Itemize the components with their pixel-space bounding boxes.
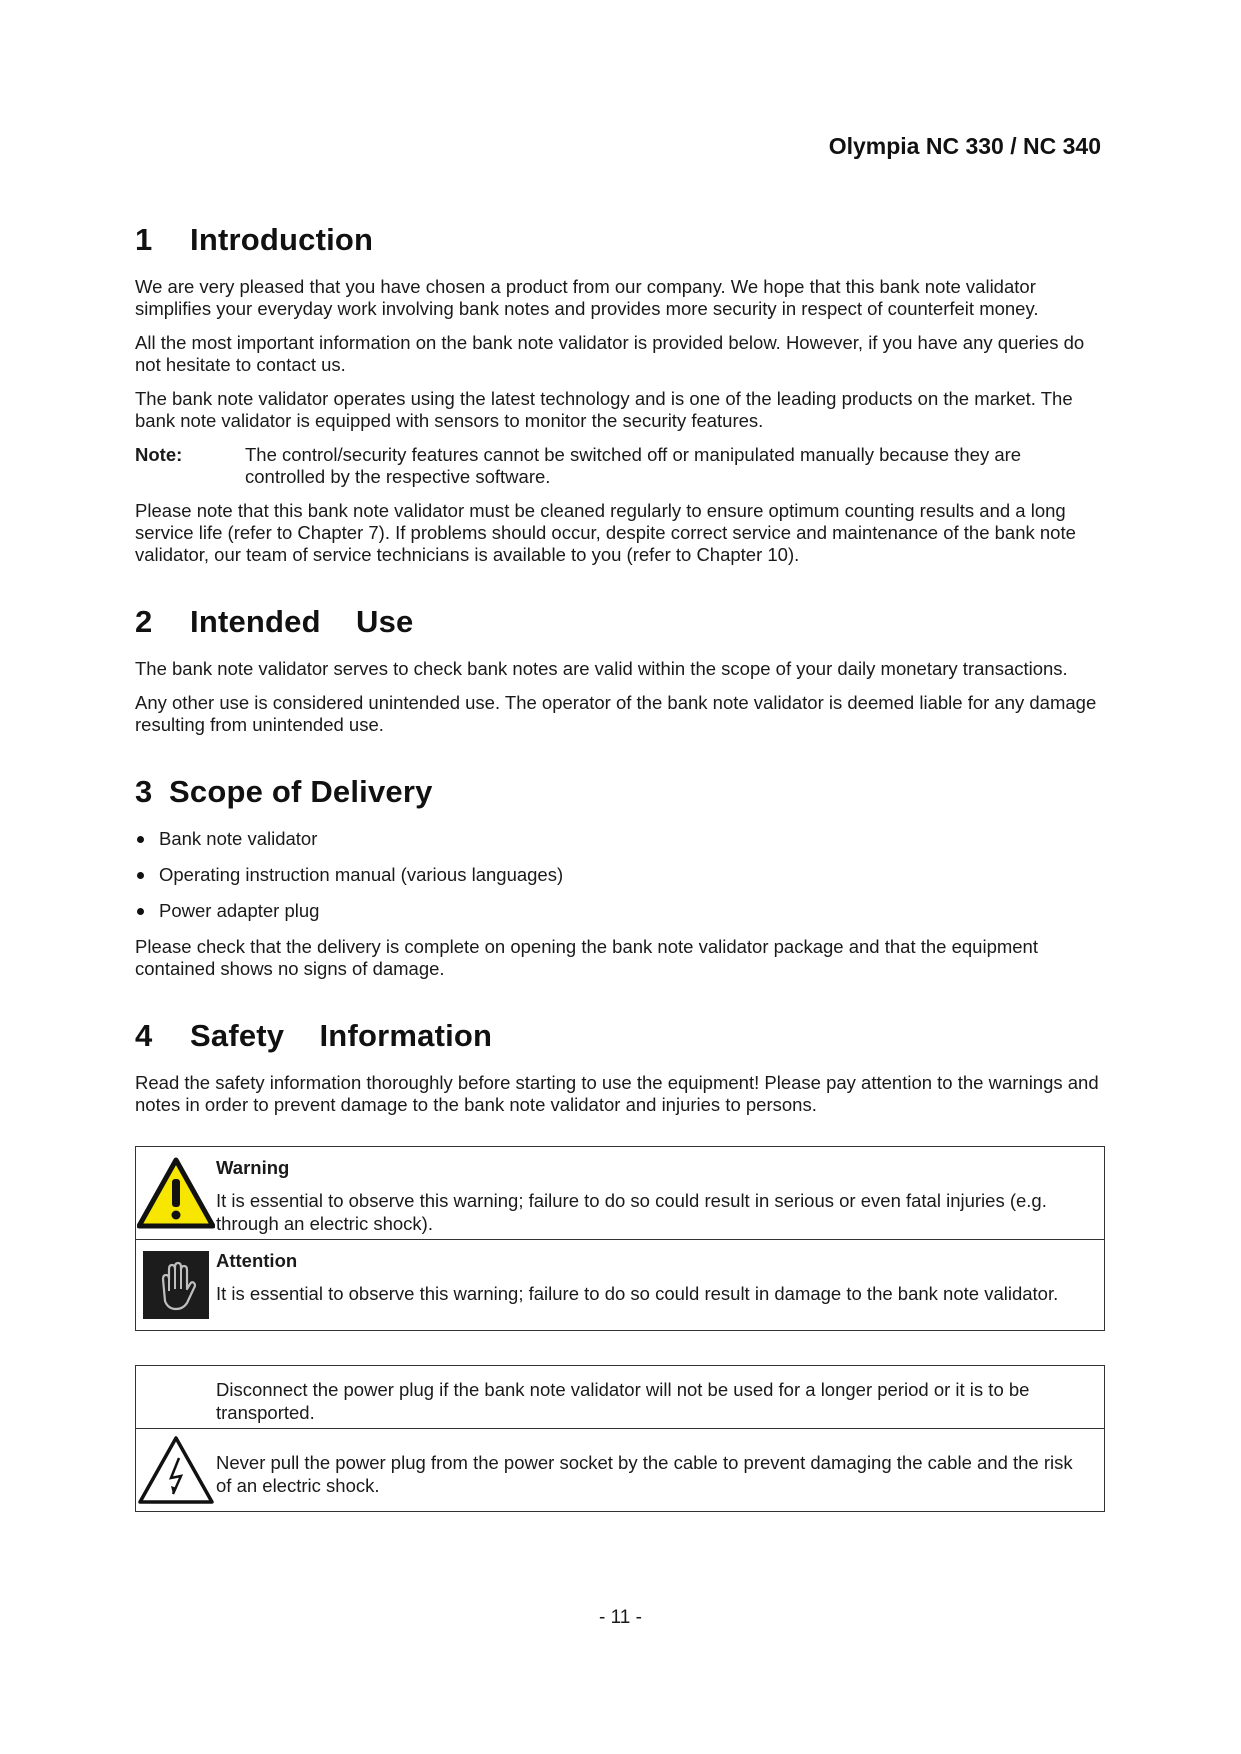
legend-title: Attention xyxy=(216,1250,298,1271)
electric-shock-icon xyxy=(136,1429,216,1511)
legend-text: It is essential to observe this warning; failure to do so could result in serious or even fatal injuries (e.g. through an electric shock). xyxy=(216,1190,1047,1234)
section-title: Scope of Delivery xyxy=(169,774,433,809)
paragraph: Any other use is considered unintended use. The operator of the bank note validator is deemed liable for any damage resulting from unintended use. xyxy=(135,692,1097,735)
list-item: Bank note validator xyxy=(135,828,1105,850)
note-label: Note: xyxy=(135,444,183,465)
section-number: 4 xyxy=(135,1018,153,1053)
note-text: The control/security features cannot be switched off or manipulated manually because they are controlled by the respective software. xyxy=(245,444,1022,487)
list-item: Operating instruction manual (various languages) xyxy=(135,864,1105,886)
paragraph: The bank note validator operates using the latest technology and is one of the leading products on the market. The bank note validator is equipped with sensors to monitor the security features. xyxy=(135,388,1073,431)
page-number: - 11 - xyxy=(599,1607,642,1628)
stop-hand-icon xyxy=(136,1240,216,1330)
paragraph: The bank note validator serves to check bank notes are valid within the scope of your daily monetary transactions. xyxy=(135,658,1068,679)
paragraph: Read the safety information thoroughly before starting to use the equipment! Please pay attention to the warnings and notes in order to prevent damage to the bank note validator and injuries to persons. xyxy=(135,1072,1099,1115)
note xyxy=(135,444,1105,488)
legend-title: Warning xyxy=(216,1157,290,1178)
section-number: 3 xyxy=(135,774,153,809)
legend-row-attention xyxy=(136,1240,1104,1330)
paragraph: We are very pleased that you have chosen a product from our company. We hope that this bank note validator simplifies your everyday work involving bank notes and provides more security in respect of counterfeit money. xyxy=(135,276,1039,319)
section-title: Intended Use xyxy=(190,604,414,639)
list-item: Power adapter plug xyxy=(135,900,1105,922)
safety-row xyxy=(136,1366,1104,1429)
legend-body xyxy=(216,1147,1104,1239)
section-number: 2 xyxy=(135,604,153,639)
safety-text: Disconnect the power plug if the bank note validator will not be used for a longer period or it is to be transported. xyxy=(216,1379,1030,1423)
section-safety-information xyxy=(135,1018,1105,1116)
safety-text: Never pull the power plug from the power socket by the cable to prevent damaging the cable and the risk of an electric shock. xyxy=(216,1452,1073,1496)
safety-body xyxy=(216,1429,1104,1511)
content xyxy=(135,222,1105,1512)
legend-body xyxy=(216,1240,1104,1330)
paragraph: Please note that this bank note validator must be cleaned regularly to ensure optimum counting results and a long service life (refer to Chapter 7). If problems should occur, despite correct service and maintenance of the bank note validator, our team of service technicians is available to you (refer to Chapter 10). xyxy=(135,500,1076,565)
electrical-safety-box xyxy=(135,1365,1105,1512)
section-number: 1 xyxy=(135,222,153,257)
warning-triangle-icon xyxy=(136,1147,216,1239)
symbol-legend-box xyxy=(135,1146,1105,1331)
delivery-list xyxy=(135,828,1105,922)
section-introduction xyxy=(135,222,1105,566)
section-heading xyxy=(135,604,1105,640)
section-title: Introduction xyxy=(190,222,374,257)
section-heading xyxy=(135,774,1105,810)
section-heading xyxy=(135,1018,1105,1054)
paragraph: All the most important information on the bank note validator is provided below. However, if you have any queries do not hesitate to contact us. xyxy=(135,332,1085,375)
section-scope-of-delivery xyxy=(135,774,1105,980)
blank-icon-cell xyxy=(136,1366,216,1428)
paragraph: Please check that the delivery is complete on opening the bank note validator package and that the equipment contained shows no signs of damage. xyxy=(135,936,1038,979)
section-title: Safety Information xyxy=(190,1018,493,1053)
safety-body xyxy=(216,1366,1104,1428)
section-heading xyxy=(135,222,1105,258)
legend-row-warning xyxy=(136,1147,1104,1240)
legend-text: It is essential to observe this warning; failure to do so could result in damage to the bank note validator. xyxy=(216,1283,1059,1304)
document-header: Olympia NC 330 / NC 340 xyxy=(828,133,1101,159)
section-intended-use xyxy=(135,604,1105,736)
safety-row xyxy=(136,1429,1104,1511)
